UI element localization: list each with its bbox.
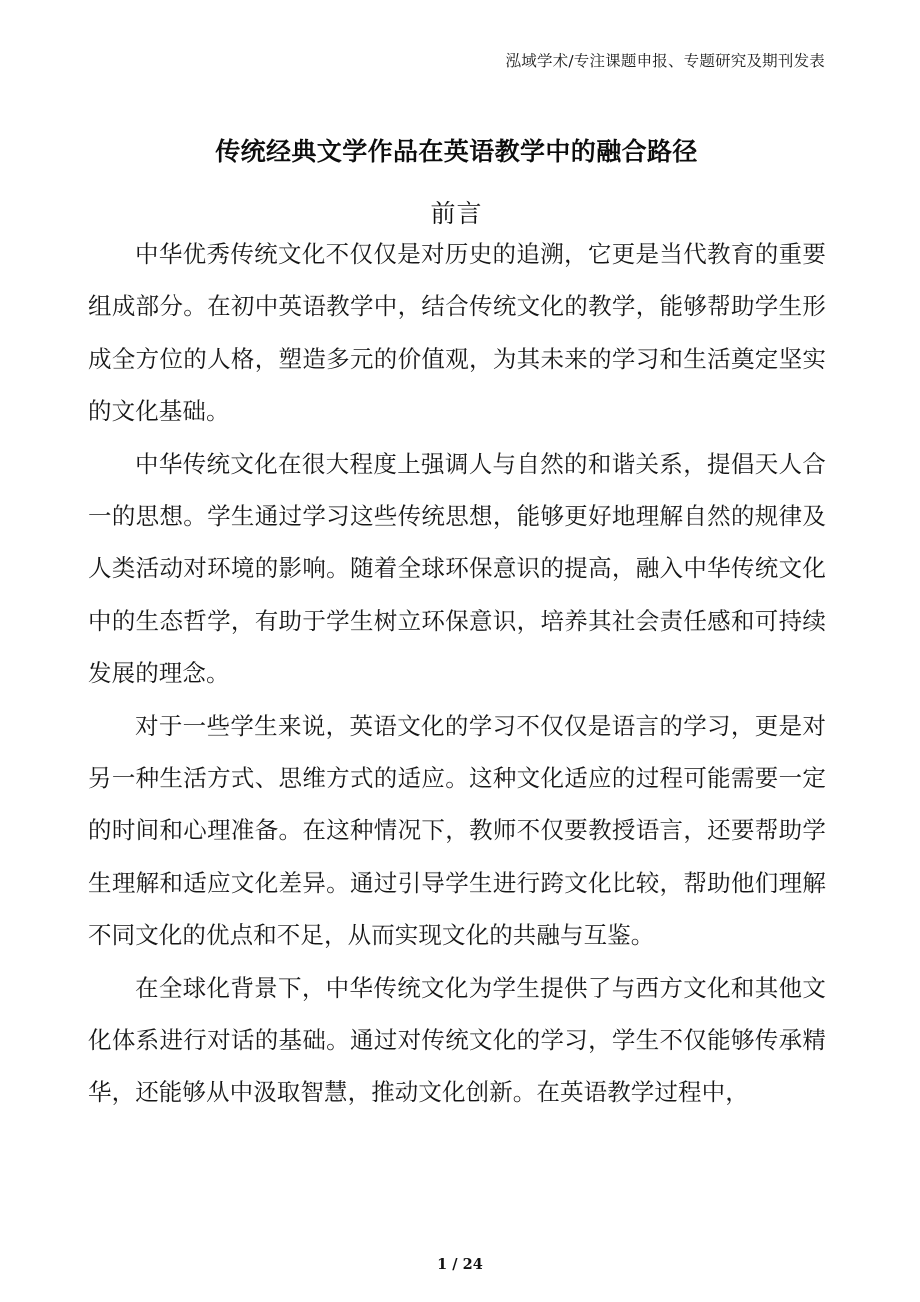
body-text-block (88, 228, 826, 1119)
body-paragraph: 对于一些学生来说，英语文化的学习不仅仅是语言的学习，更是对另一种生活方式、思维方式的适应。这种文化适应的过程可能需要一定的时间和心理准备。在这种情况下，教师不仅要教授语言，还要帮助学生理解和适应文化差异。通过引导学生进行跨文化比较，帮助他们理解不同文化的优点和不足，从而实现文化的共融与互鉴。 (88, 711, 826, 949)
page-number-footer: 1 / 24 (437, 1256, 483, 1273)
body-paragraph: 中华传统文化在很大程度上强调人与自然的和谐关系，提倡天人合一的思想。学生通过学习这些传统思想，能够更好地理解自然的规律及人类活动对环境的影响。随着全球环保意识的提高，融入中华传统文化中的生态哲学，有助于学生树立环保意识，培养其社会责任感和可持续发展的理念。 (88, 449, 826, 687)
page-title: 传统经典文学作品在英语教学中的融合路径 (215, 136, 698, 166)
body-paragraph: 中华优秀传统文化不仅仅是对历史的追溯，它更是当代教育的重要组成部分。在初中英语教学中，结合传统文化的教学，能够帮助学生形成全方位的人格，塑造多元的价值观，为其未来的学习和生活奠定坚实的文化基础。 (88, 240, 826, 425)
section-heading-preface: 前言 (430, 198, 483, 228)
body-paragraph: 在全球化背景下，中华传统文化为学生提供了与西方文化和其他文化体系进行对话的基础。通过对传统文化的学习，学生不仅能够传承精华，还能够从中汲取智慧，推动文化创新。在英语教学过程中， (88, 973, 826, 1107)
running-header: 泓域学术/专注课题申报、专题研究及期刊发表 (505, 52, 825, 70)
